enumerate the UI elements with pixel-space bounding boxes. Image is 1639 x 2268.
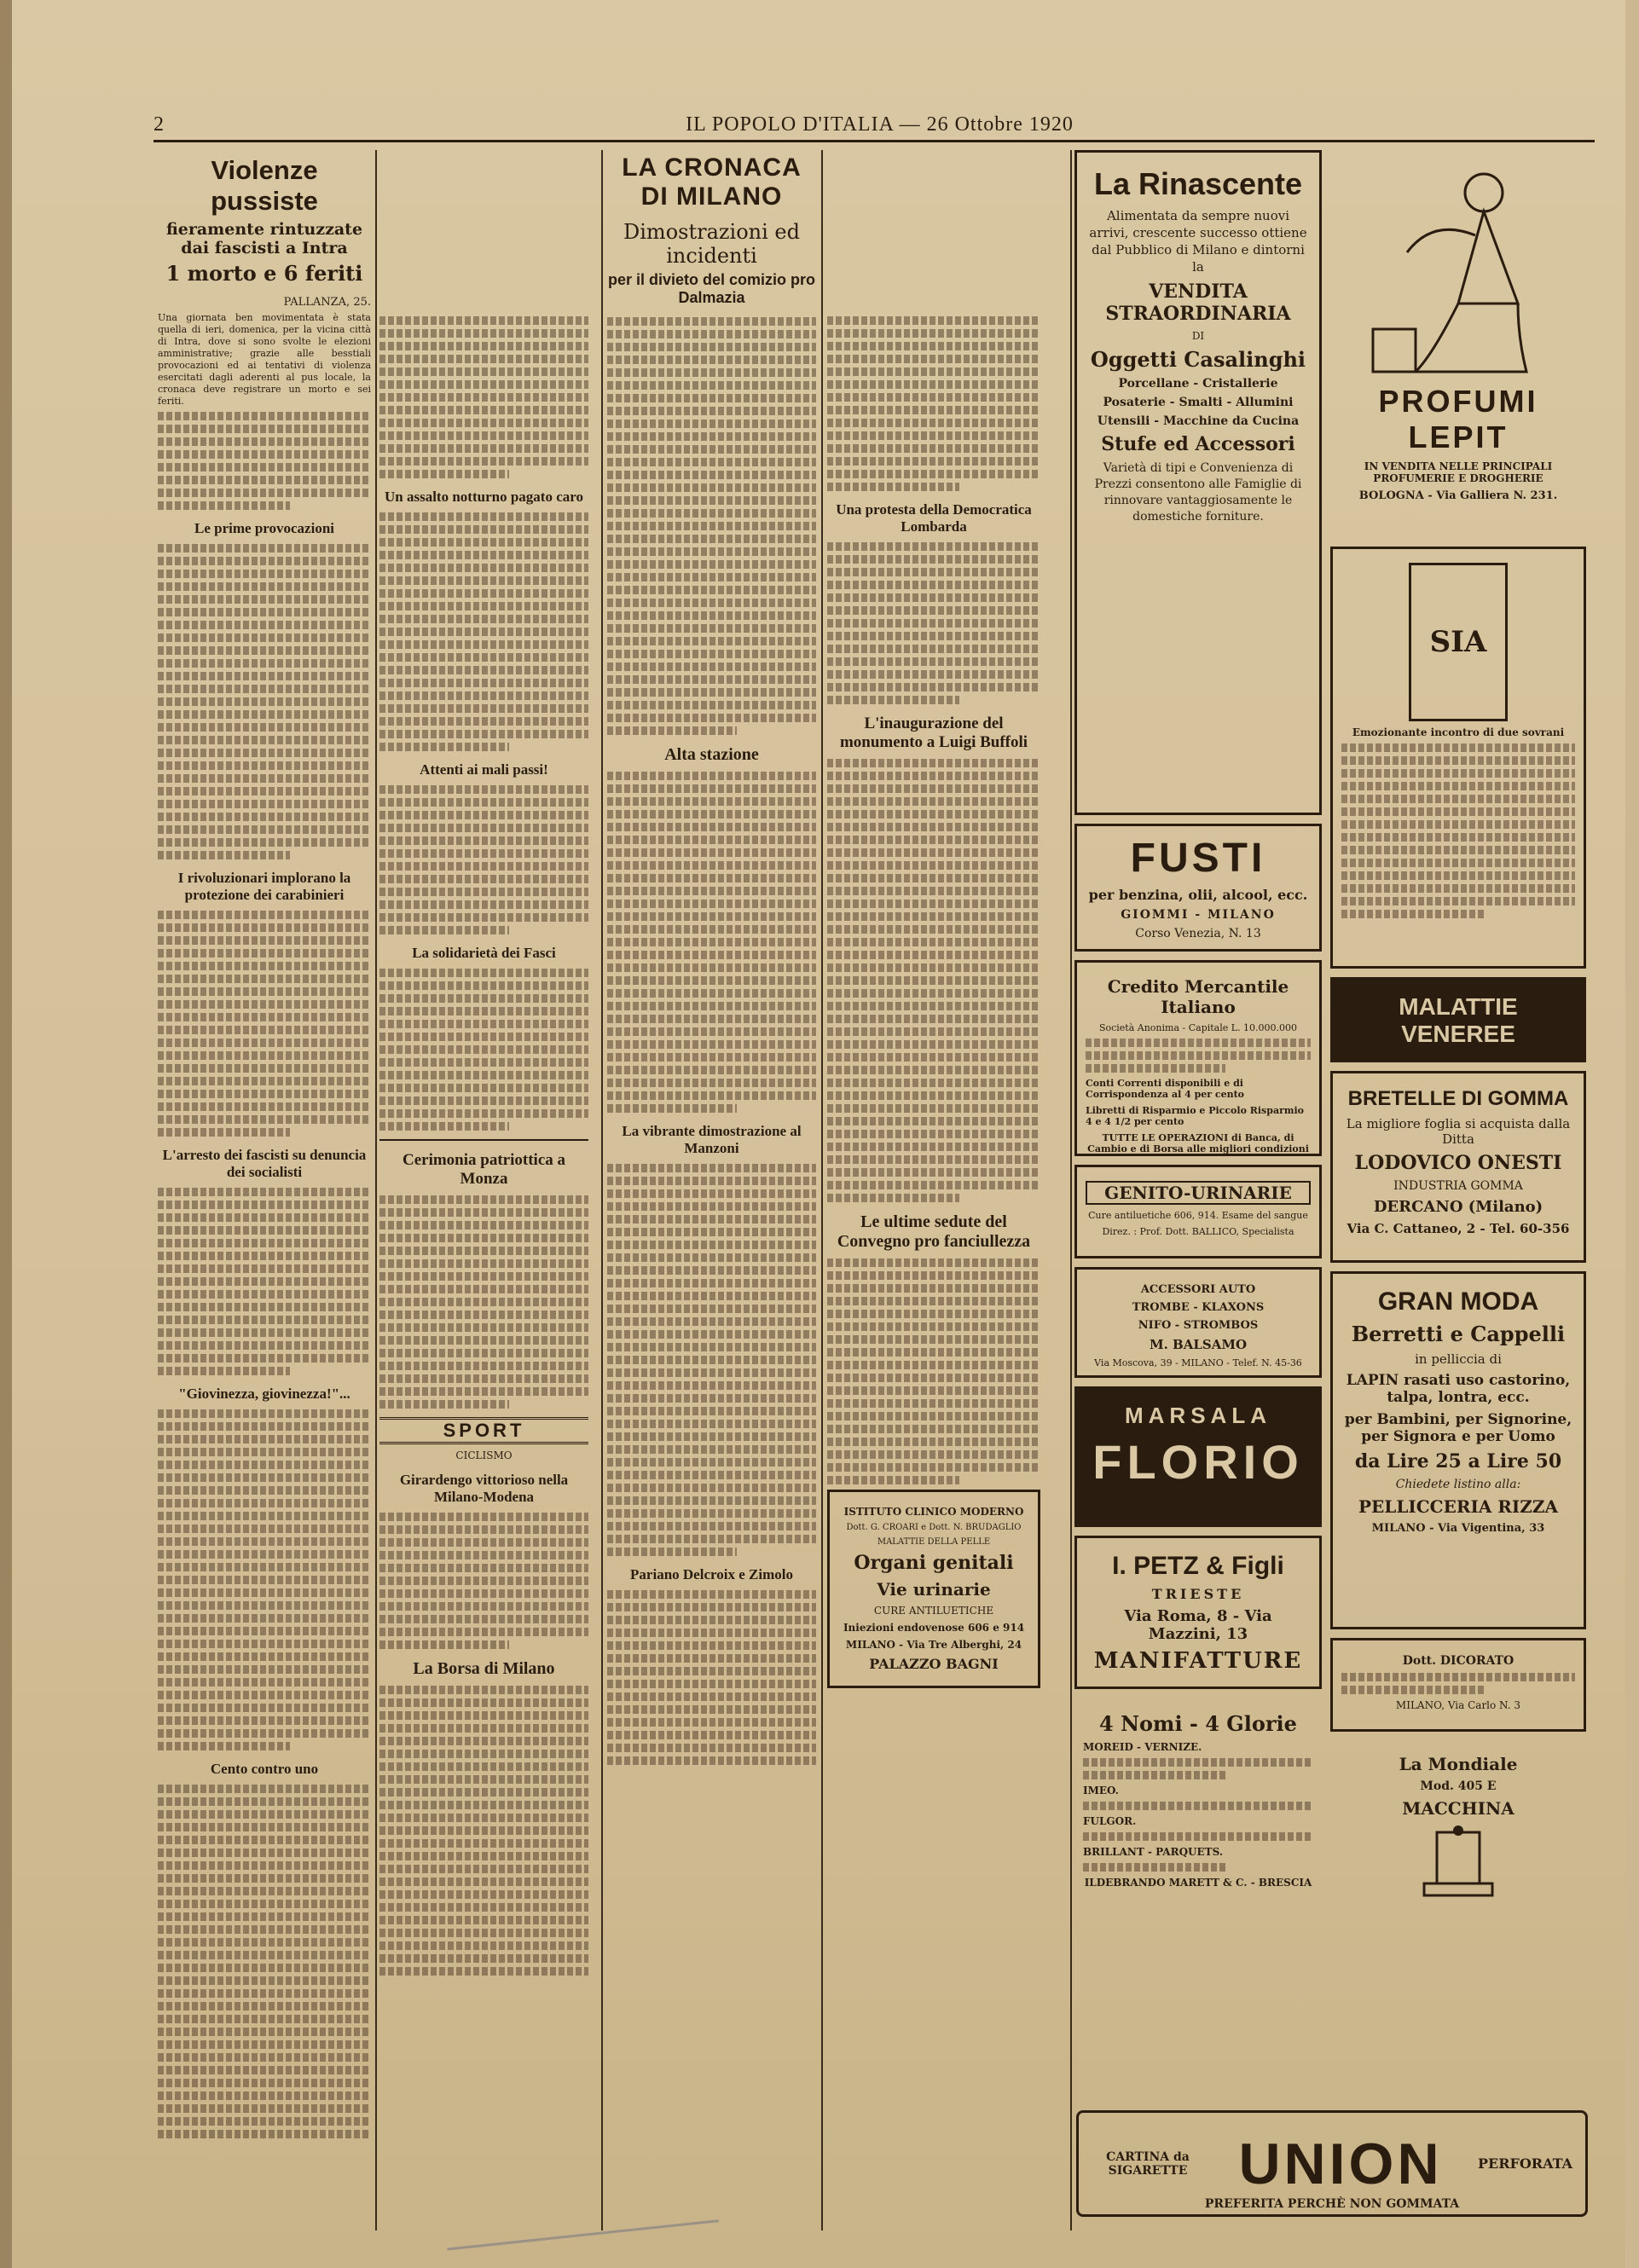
lepit-title: PROFUMI LEPIT xyxy=(1378,384,1538,454)
nomi-item-1: MOREID - VERNIZE. xyxy=(1083,1741,1202,1753)
ad-balsamo xyxy=(1074,1267,1322,1378)
clinica-name: ISTITUTO CLINICO MODERNO xyxy=(843,1506,1024,1518)
rinascente-headline: VENDITA STRAORDINARIA xyxy=(1105,281,1291,325)
page-number: 2 xyxy=(153,113,165,136)
ad-istituto-clinico xyxy=(827,1490,1040,1688)
union-name: UNION xyxy=(1238,2131,1443,2196)
subhead-intra: fieramente rintuzzate dai fascisti a Intra xyxy=(165,220,363,257)
rinascente-body: Alimentata da sempre nuovi arrivi, crescente successo ottiene dal Pubblico di Milano e dintorni la xyxy=(1089,208,1307,275)
onesti-body: La migliore foglia si acquista dalla Ditta xyxy=(1346,1116,1571,1147)
column-2 xyxy=(379,150,588,2230)
mondiale-item: MACCHINA xyxy=(1402,1798,1514,1819)
mondiale-model: Mod. 405 E xyxy=(1420,1779,1497,1793)
borsa-heading: La Borsa di Milano xyxy=(413,1659,555,1678)
section-heading-2: I rivoluzionari implorano la protezione dei carabinieri xyxy=(177,870,351,903)
ad-rizza xyxy=(1330,1271,1586,1629)
marsala-line2: FLORIO xyxy=(1092,1435,1304,1489)
column-rule-4 xyxy=(1070,150,1072,2230)
headline-violenze: Violenze pussiste xyxy=(211,155,318,216)
section-heading-c2-1: Un assalto notturno pagato caro xyxy=(385,489,583,505)
rizza-address: MILANO - Via Vigentina, 33 xyxy=(1371,1522,1545,1535)
ad-genito xyxy=(1074,1165,1322,1258)
text-body-c3c xyxy=(607,1164,816,1556)
ad-marsala-florio xyxy=(1074,1386,1322,1527)
onesti-line: INDUSTRIA GOMMA xyxy=(1393,1179,1523,1193)
sport-heading: SPORT xyxy=(379,1417,588,1444)
headline-cronaca: LA CRONACA DI MILANO xyxy=(622,153,802,211)
ad-rinascente xyxy=(1074,150,1322,815)
onesti-firm: LODOVICO ONESTI xyxy=(1354,1152,1562,1174)
text-body-c4a xyxy=(827,316,1040,491)
lepit-line1: IN VENDITA NELLE PRINCIPALI PROFUMERIE E DROGHERIE xyxy=(1364,460,1553,484)
text-body-c4b xyxy=(827,542,1040,704)
sia-box xyxy=(1409,563,1508,721)
dateline: PALLANZA, 25. xyxy=(283,296,371,309)
section-heading-c2-2: Attenti ai mali passi! xyxy=(420,761,548,778)
nomi-item-4: BRILLANT - PARQUETS. xyxy=(1083,1846,1223,1858)
clinica-sub2: Iniezioni endovenose 606 e 914 xyxy=(843,1622,1025,1634)
sia-title: SIA xyxy=(1429,625,1487,659)
fusti-sub: per benzina, olii, alcool, ecc. xyxy=(1088,887,1308,903)
credito-line3: Libretti di Risparmio e Piccolo Risparmio 4 e 4 1/2 per cento xyxy=(1086,1105,1305,1127)
page-header xyxy=(153,106,1595,142)
dicorato-address: MILANO, Via Carlo N. 3 xyxy=(1395,1699,1521,1711)
marsala-line1: MARSALA xyxy=(1125,1403,1271,1428)
balsamo-line1: ACCESSORI AUTO xyxy=(1140,1283,1256,1296)
text-body-1 xyxy=(158,412,371,510)
balsamo-firm: M. BALSAMO xyxy=(1149,1337,1248,1352)
genito-sub: Cure antiluetiche 606, 914. Esame del sangue xyxy=(1088,1210,1308,1221)
clinica-place: PALAZZO BAGNI xyxy=(869,1656,999,1672)
column-4 xyxy=(827,150,1040,2230)
fusti-firm: GIOMMI - MILANO xyxy=(1121,908,1276,922)
genito-doc: Direz. : Prof. Dott. BALLICO, Specialista xyxy=(1102,1226,1294,1237)
section-heading-3: L'arresto dei fascisti su denuncia dei socialisti xyxy=(162,1147,367,1180)
venere-title: MALATTIE VENEREE xyxy=(1399,993,1518,1047)
text-body-4 xyxy=(158,1188,371,1375)
section-heading-c2-3: La solidarietà dei Fasci xyxy=(412,945,556,961)
rinascente-item2: Stufe ed Accessori xyxy=(1101,433,1295,455)
credito-title: Credito Mercantile Italiano xyxy=(1107,976,1289,1017)
text-body-c3b xyxy=(607,772,816,1113)
ad-credito xyxy=(1074,960,1322,1156)
clinica-title2: Vie urinarie xyxy=(877,1579,991,1600)
section-heading-c4-1: Una protesta della Democratica Lombarda xyxy=(836,501,1032,535)
rizza-body: in pelliccia di xyxy=(1415,1351,1502,1367)
section-heading-c4-3: Le ultime sedute del Convegno pro fanciullezza xyxy=(837,1212,1031,1251)
ad-sia xyxy=(1330,547,1586,969)
balsamo-address: Via Moscova, 39 - MILANO - Telef. N. 45-36 xyxy=(1094,1357,1302,1368)
clinica-sub: CURE ANTILUETICHE xyxy=(873,1605,994,1617)
section-heading-c3-2: La vibrante dimostrazione al Manzoni xyxy=(622,1123,802,1156)
ad-onesti xyxy=(1330,1071,1586,1263)
clinica-doctors: Dott. G. CROARI e Dott. N. BRUDAGLIO xyxy=(846,1523,1022,1532)
petz-title: MANIFATTURE xyxy=(1093,1648,1303,1674)
clinica-specialty: MALATTIE DELLA PELLE xyxy=(877,1537,991,1547)
fusti-address: Corso Venezia, N. 13 xyxy=(1135,927,1261,940)
column-3 xyxy=(607,150,816,2230)
text-body-c2e xyxy=(379,1195,588,1409)
onesti-address: Via C. Cattaneo, 2 - Tel. 60-356 xyxy=(1347,1221,1570,1236)
text-body-c2b xyxy=(379,512,588,751)
rizza-price: da Lire 25 a Lire 50 xyxy=(1354,1450,1562,1472)
text-body-c3d xyxy=(607,1590,816,1765)
fusti-title: FUSTI xyxy=(1130,836,1266,881)
column-5 xyxy=(1074,150,1322,2230)
sport-subheading: CICLISMO xyxy=(455,1449,513,1461)
text-body-c2c xyxy=(379,785,588,934)
text-body-c2d xyxy=(379,969,588,1131)
credito-line2: Conti Correnti disponibili e di Corrispondenza al 4 per cento xyxy=(1086,1078,1245,1100)
lepit-line2: BOLOGNA - Via Galliera N. 231. xyxy=(1358,489,1558,502)
rizza-for: per Bambini, per Signorine, per Signora e per Uomo xyxy=(1344,1411,1572,1445)
genito-title: GENITO-URINARIE xyxy=(1086,1181,1311,1205)
monza-heading: Cerimonia patriottica a Monza xyxy=(402,1151,565,1188)
petz-city: TRIESTE xyxy=(1151,1586,1245,1602)
text-body-3 xyxy=(158,911,371,1137)
ad-mondiale xyxy=(1330,1740,1586,1915)
ad-dicorato xyxy=(1330,1638,1586,1732)
section-heading-1: Le prime provocazioni xyxy=(194,520,334,536)
credito-line4: TUTTE LE OPERAZIONI di Banca, di Cambio e di Borsa alle migliori condizioni xyxy=(1087,1132,1309,1154)
text-body-c2a xyxy=(379,316,588,478)
subhead-dimostrazioni: Dimostrazioni ed incidenti xyxy=(623,220,800,268)
section-heading-c3-1: Alta stazione xyxy=(664,745,759,764)
balsamo-line3: NIFO - STROMBOS xyxy=(1138,1319,1259,1332)
ad-profumi-lepit xyxy=(1330,150,1586,538)
text-body-5 xyxy=(158,1409,371,1750)
nomi-item-3: FULGOR. xyxy=(1083,1815,1137,1827)
rinascente-di: DI xyxy=(1191,330,1205,342)
coffee-machine-illustration xyxy=(1407,1824,1509,1901)
section-heading-c4-2: L'inaugurazione del monumento a Luigi Buffoli xyxy=(839,715,1028,751)
binding-strip xyxy=(0,0,12,2268)
column-rule-3 xyxy=(821,150,823,2230)
text-body-6 xyxy=(158,1785,371,2138)
rinascente-title: La Rinascente xyxy=(1093,166,1303,201)
column-1 xyxy=(158,150,371,2230)
ad-quattro-nomi xyxy=(1074,1698,1322,1902)
subhead-divieto: per il divieto del comizio pro Dalmazia xyxy=(607,271,816,306)
rinascente-list3: Utensili - Macchine da Cucina xyxy=(1097,414,1300,428)
union-right: PERFORATA xyxy=(1477,2155,1573,2172)
section-heading-c3-3: Pariano Delcroix e Zimolo xyxy=(630,1566,793,1582)
nomi-title: 4 Nomi - 4 Glorie xyxy=(1099,1711,1297,1736)
petz-address: Via Roma, 8 - Via Mazzini, 13 xyxy=(1124,1607,1272,1643)
union-top: CARTINA da SIGARETTE xyxy=(1106,2149,1190,2178)
text-body-c4d xyxy=(827,1258,1040,1484)
nomi-item-2: IMEO. xyxy=(1083,1785,1119,1796)
text-body-c3a xyxy=(607,317,816,735)
section-heading-4: "Giovinezza, giovinezza!"... xyxy=(178,1386,350,1402)
ad-union xyxy=(1076,2110,1588,2217)
column-rule-2 xyxy=(601,150,603,2230)
rizza-item: LAPIN rasati uso castorino, talpa, lontra, ecc. xyxy=(1346,1372,1571,1406)
column-rule-1 xyxy=(375,150,377,2230)
nomi-footer: ILDEBRANDO MARETT & C. - BRESCIA xyxy=(1084,1877,1312,1889)
dicorato-name: Dott. DICORATO xyxy=(1402,1654,1514,1668)
text-body-c4c xyxy=(827,759,1040,1202)
subhead-morto: 1 morto e 6 feriti xyxy=(165,261,363,286)
clinica-title1: Organi genitali xyxy=(854,1552,1014,1574)
section-heading-5: Cento contro uno xyxy=(210,1761,319,1777)
union-sub: PREFERITA PERCHÈ NON GOMMATA xyxy=(1204,2197,1460,2211)
text-body-c2f xyxy=(379,1513,588,1649)
sia-caption: Emozionante incontro di due sovrani xyxy=(1352,726,1565,738)
ad-fusti xyxy=(1074,824,1322,952)
rinascente-list2: Posaterie - Smalti - Allumini xyxy=(1103,396,1294,409)
clinica-address: MILANO - Via Tre Alberghi, 24 xyxy=(845,1639,1022,1651)
ad-venere xyxy=(1330,977,1586,1062)
ad-petz xyxy=(1074,1536,1322,1689)
rinascente-footer: Varietà di tipi e Convenienza di Prezzi consentono alle Famiglie di rinnovare vantaggiosamente le domestiche forniture. xyxy=(1094,461,1302,524)
rizza-ask: Chiedete listino alla: xyxy=(1395,1478,1521,1491)
rinascente-item: Oggetti Casalinghi xyxy=(1090,347,1306,372)
mondiale-title: La Mondiale xyxy=(1399,1754,1518,1774)
petz-firm: I. PETZ & Figli xyxy=(1112,1552,1284,1580)
rizza-firm: PELLICCERIA RIZZA xyxy=(1358,1496,1558,1517)
text-body-c2g xyxy=(379,1686,588,1976)
onesti-city: DERCANO (Milano) xyxy=(1373,1198,1543,1216)
sport-headline: Girardengo vittorioso nella Milano-Modena xyxy=(399,1472,569,1505)
rizza-title: GRAN MODA xyxy=(1377,1287,1539,1316)
rizza-sub: Berretti e Cappelli xyxy=(1351,1322,1566,1346)
masthead: IL POPOLO D'ITALIA — 26 Ottobre 1920 xyxy=(686,113,1074,136)
credito-line1: Società Anonima - Capitale L. 10.000.000 xyxy=(1098,1022,1298,1033)
balsamo-line2: TROMBE - KLAXONS xyxy=(1132,1301,1265,1314)
text-body-2 xyxy=(158,544,371,859)
onesti-title: BRETELLE DI GOMMA xyxy=(1347,1087,1569,1110)
lead-paragraph: Una giornata ben movimentata è stata quella di ieri, domenica, per la vicina città di Intra, dove si sono svolte le elezioni amministrative; grazie alle besstiali provocazioni ed ai tentativi di violenza esercitati dagli aderenti al pus locale, la cronaca deve registrare un morto e sei feriti. xyxy=(158,312,371,407)
column-6 xyxy=(1330,150,1586,2230)
lady-illustration xyxy=(1356,159,1561,380)
rinascente-list1: Porcellane - Cristallerie xyxy=(1118,377,1278,391)
